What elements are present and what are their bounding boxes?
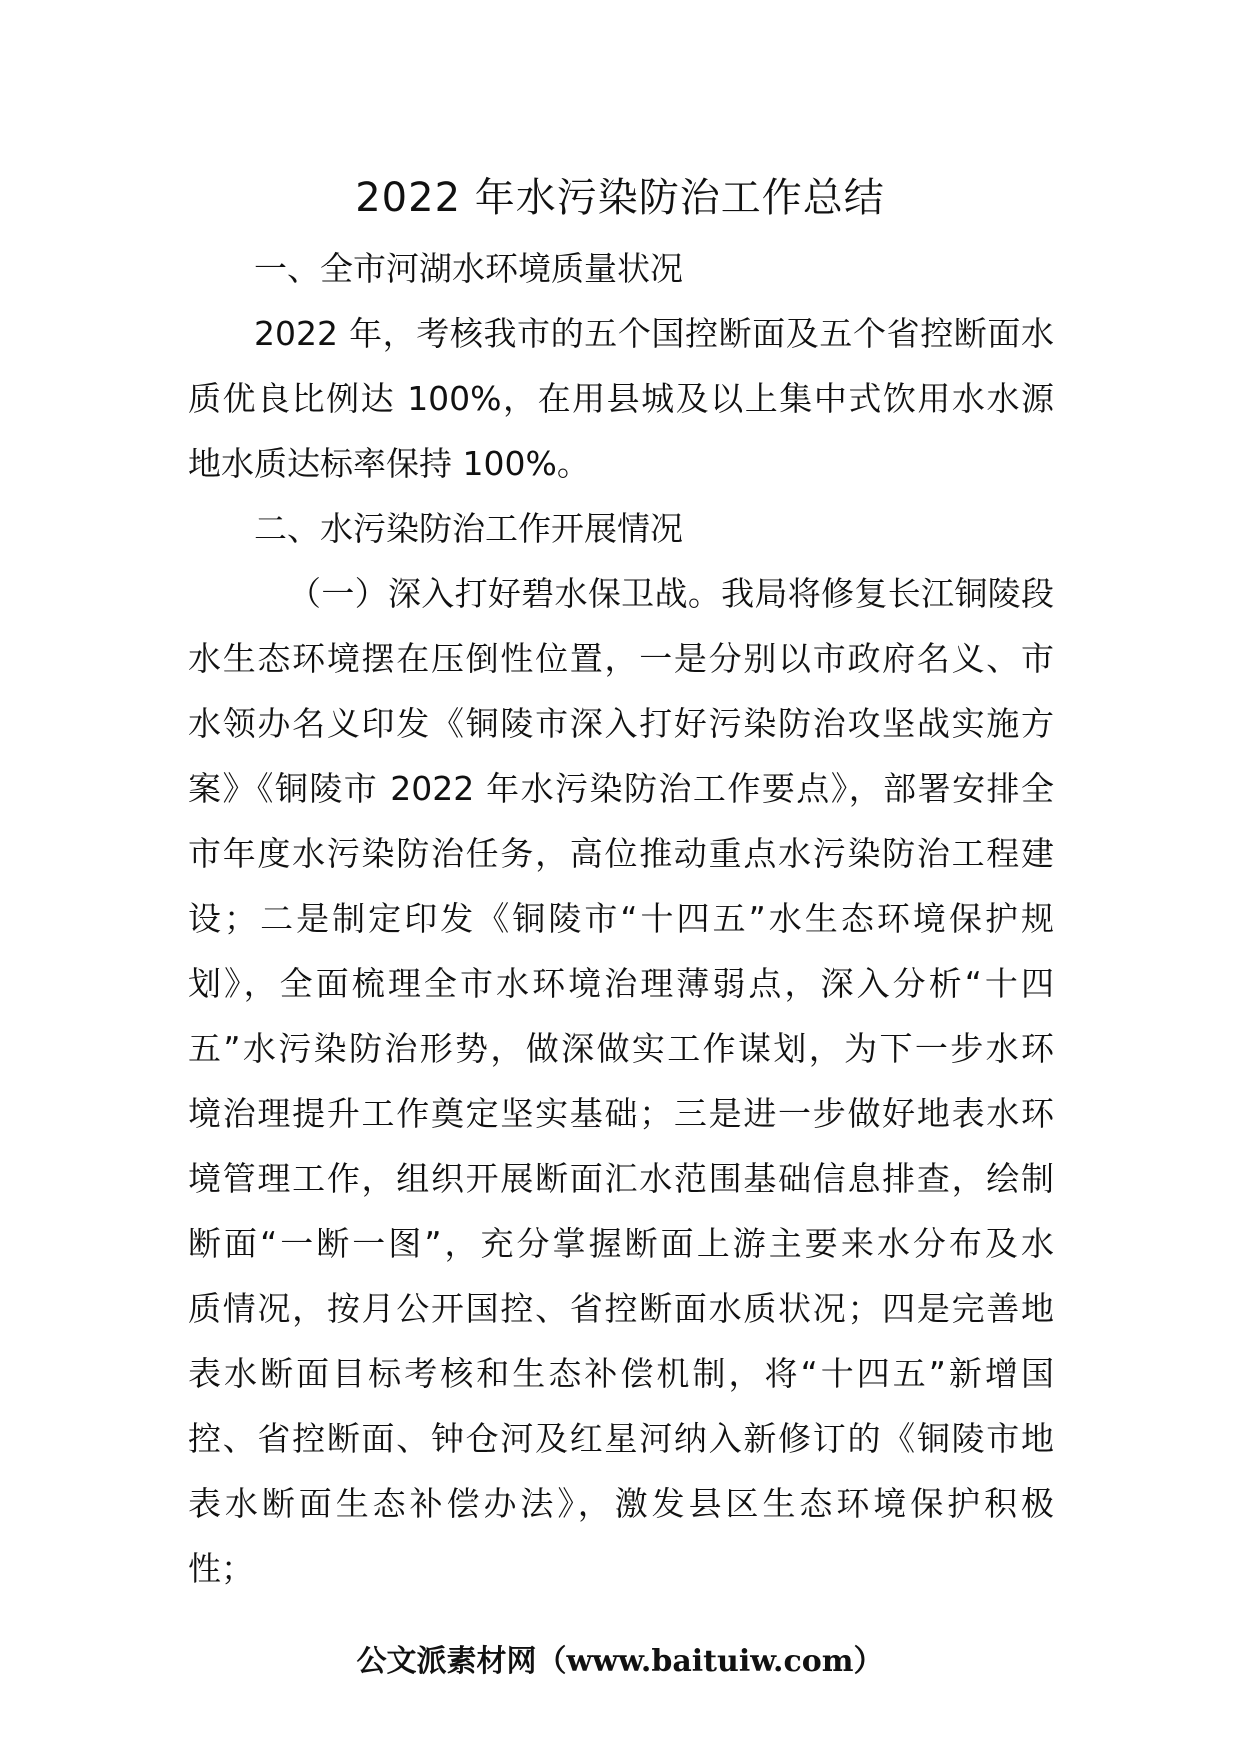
paragraph-line: 水领办名义印发《铜陵市深入打好污染防治攻坚战实施方: [188, 704, 1054, 743]
paragraph-line: 市年度水污染防治任务，高位推动重点水污染防治工程建: [188, 834, 1054, 873]
paragraph-line: 表水断面目标考核和生态补偿机制，将“十四五”新增国: [188, 1354, 1054, 1393]
paragraph-line: 性；: [188, 1549, 254, 1588]
paragraph-line: 地水质达标率保持 100%。: [188, 444, 590, 483]
paragraph-line: （一）深入打好碧水保卫战。我局将修复长江铜陵段: [288, 574, 1054, 613]
paragraph-line: 表水断面生态补偿办法》，激发县区生态环境保护积极: [188, 1484, 1054, 1523]
paragraph-line: 质情况，按月公开国控、省控断面水质状况；四是完善地: [188, 1289, 1054, 1328]
document-body: [188, 236, 1054, 1601]
paragraph-line: 案》《铜陵市 2022 年水污染防治工作要点》，部署安排全: [188, 769, 1054, 808]
paragraph-line: 设；二是制定印发《铜陵市“十四五”水生态环境保护规: [188, 899, 1054, 938]
footer-watermark: 公文派素材网（www.baituiw.com）: [356, 1644, 884, 1679]
paragraph-line: 划》，全面梳理全市水环境治理薄弱点，深入分析“十四: [188, 964, 1054, 1003]
paragraph-line: 控、省控断面、钟仓河及红星河纳入新修订的《铜陵市地: [188, 1419, 1054, 1458]
paragraph-line: 水生态环境摆在压倒性位置，一是分别以市政府名义、市: [188, 639, 1054, 678]
document-title: 2022 年水污染防治工作总结: [355, 175, 885, 221]
section-heading-1: 一、全市河湖水环境质量状况: [254, 249, 683, 288]
paragraph-line: 2022 年，考核我市的五个国控断面及五个省控断面水: [254, 314, 1054, 353]
paragraph-line: 境治理提升工作奠定坚实基础；三是进一步做好地表水环: [188, 1094, 1054, 1133]
paragraph-line: 五”水污染防治形势，做深做实工作谋划，为下一步水环: [188, 1029, 1054, 1068]
section-heading-2: 二、水污染防治工作开展情况: [254, 509, 683, 548]
paragraph-line: 境管理工作，组织开展断面汇水范围基础信息排查，绘制: [188, 1159, 1054, 1198]
paragraph-line: 断面“一断一图”，充分掌握断面上游主要来水分布及水: [188, 1224, 1054, 1263]
paragraph-line: 质优良比例达 100%，在用县城及以上集中式饮用水水源: [188, 379, 1054, 418]
